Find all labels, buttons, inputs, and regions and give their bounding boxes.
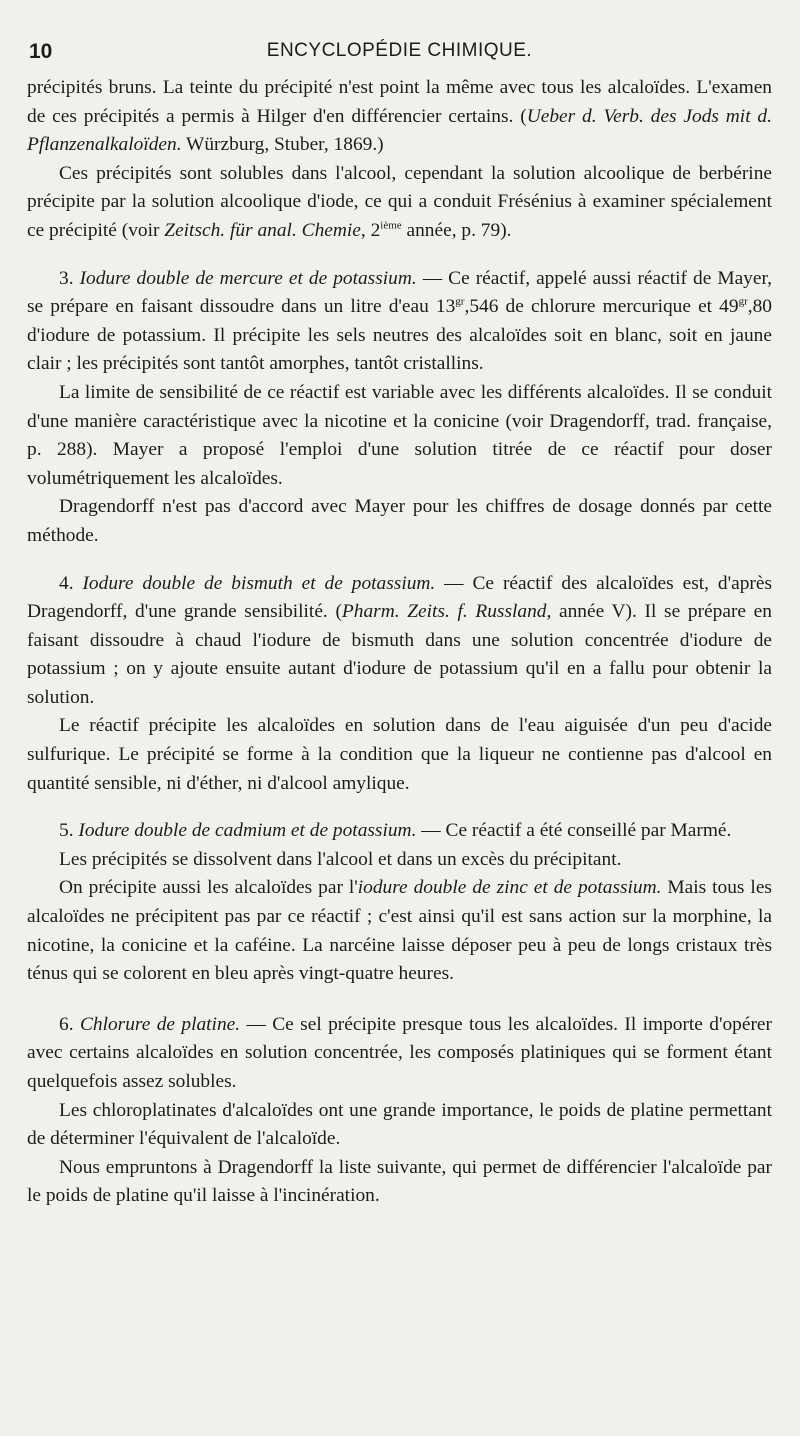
text-run: — Ce réactif des alcaloïdes est, d'après Dragendorff, d'une grande sensibilité. ( <box>27 572 773 623</box>
reagent-name: iodure double de zinc et de potassium. <box>357 877 662 899</box>
paragraph: Les chloroplatinates d'alcaloïdes ont une grande importance, le poids de platine permettant de déterminer l'équivalent de l'alcaloïde. <box>27 1099 772 1150</box>
paragraph: Dragendorff n'est pas d'accord avec Mayer pour les chiffres de dosage donnés par cette méthode. <box>27 496 772 546</box>
section-title: Iodure double de mercure et de potassium. <box>79 267 417 289</box>
superscript: ième <box>380 219 402 232</box>
superscript: gr <box>455 295 465 308</box>
citation: Ueber d. Verb. des Jods mit d. Pflanzenalkaloïden. <box>27 105 772 156</box>
paragraph: La limite de sensibilité de ce réactif est variable avec les différents alcaloïdes. Il se conduit d'une manière caractéristique avec la nicotine et la conicine (voir Dragendorff, trad. française, p. 288). Mayer a proposé l'emploi d'une solution titrée de ce réactif pour doser volumétriquement les alcaloïdes. <box>27 381 772 489</box>
text-run: , année V). Il se prépare en faisant dissoudre à chaud l'iodure de bismuth dans une solution concentrée d'iodure de potassium ; on y ajoute ensuite autant d'iodure de potassium qu'il en a fallu pour obtenir la solution. <box>27 601 772 708</box>
section-number: 3. <box>59 267 80 289</box>
section-title: Iodure double de bismuth et de potassium. <box>82 572 436 594</box>
section-title: Chlorure de platine. <box>79 1013 241 1035</box>
paragraph: Les précipités se dissolvent dans l'alcool et dans un excès du précipitant. <box>59 848 622 870</box>
section-3-paragraph <box>27 265 772 379</box>
text-run: On précipite aussi les alcaloïdes par l' <box>59 877 358 899</box>
text-run: ,546 de chlorure mercurique et 49 <box>464 296 739 318</box>
running-title: ENCYCLOPÉDIE CHIMIQUE. <box>266 40 533 61</box>
paragraph: Nous empruntons à Dragendorff la liste suivante, qui permet de différencier l'alcaloïde par le poids de platine qu'il laisse à l'incinération. <box>27 1156 772 1207</box>
paragraph <box>27 874 772 988</box>
section-4-paragraph <box>27 570 772 713</box>
section-title: Iodure double de cadmium et de potassium. <box>78 820 417 842</box>
section-number: 5. <box>59 820 79 842</box>
body-text <box>27 74 772 1211</box>
paragraph <box>27 160 772 246</box>
text-run: — Ce réactif a été conseillé par Marmé. <box>416 820 732 842</box>
section-number: 4. <box>59 572 83 594</box>
page-header <box>27 36 772 68</box>
text-run: , 2 <box>360 219 381 241</box>
text-run: ,80 d'iodure de potassium. Il précipite les sels neutres des alcaloïdes soit en blanc, soit en jaune clair ; les précipités sont tantôt amorphes, tantôt cristallins. <box>27 296 772 375</box>
text-run: Ces précipités sont solubles dans l'alcool, cependant la solution alcoolique de berbérine précipite par la solution alcoolique d'iode, ce qui a conduit Frésénius à examiner spécialement ce précipité (voir <box>27 162 772 241</box>
superscript: gr <box>738 295 748 308</box>
paragraph-continuation <box>27 74 772 160</box>
text-run: précipités bruns. La teinte du précipité n'est point la même avec tous les alcaloïdes. L'examen de ces précipités a permis à Hilger d'en différencier certains. ( <box>27 77 772 127</box>
citation: Zeitsch. für anal. Chemie <box>164 219 361 241</box>
text-run: Würzburg, Stuber, 1869.) <box>181 134 384 156</box>
text-run: — Ce réactif, appelé aussi réactif de Mayer, se prépare en faisant dissoudre dans un litre d'eau 13 <box>27 267 773 318</box>
text-run: Mais tous les alcaloïdes ne précipitent pas par ce réactif ; c'est ainsi qu'il est sans action sur la morphine, la nicotine, la conicine et la caféine. La narcéine laisse déposer peu à peu de longs cristaux très ténus qui se colorent en bleu après vingt-quatre heures. <box>27 877 772 985</box>
citation: Pharm. Zeits. f. Russland <box>341 601 547 623</box>
text-run: — Ce sel précipite presque tous les alcaloïdes. Il importe d'opérer avec certains alcaloïdes en solution concentrée, les composés platiniques qui se forment étant quelquefois assez solubles. <box>27 1013 773 1092</box>
page-number: 10 <box>29 40 53 63</box>
text-run: année, p. 79). <box>401 219 512 241</box>
section-5-paragraph <box>27 817 772 846</box>
section-number: 6. <box>59 1013 80 1035</box>
paragraph: Le réactif précipite les alcaloïdes en solution dans de l'eau aiguisée d'un peu d'acide sulfurique. Le précipité se forme à la condition que la liqueur ne contienne pas d'alcool en quantité sensible, ni d'éther, ni d'alcool amylique. <box>27 715 772 794</box>
section-6-paragraph <box>27 1011 772 1097</box>
